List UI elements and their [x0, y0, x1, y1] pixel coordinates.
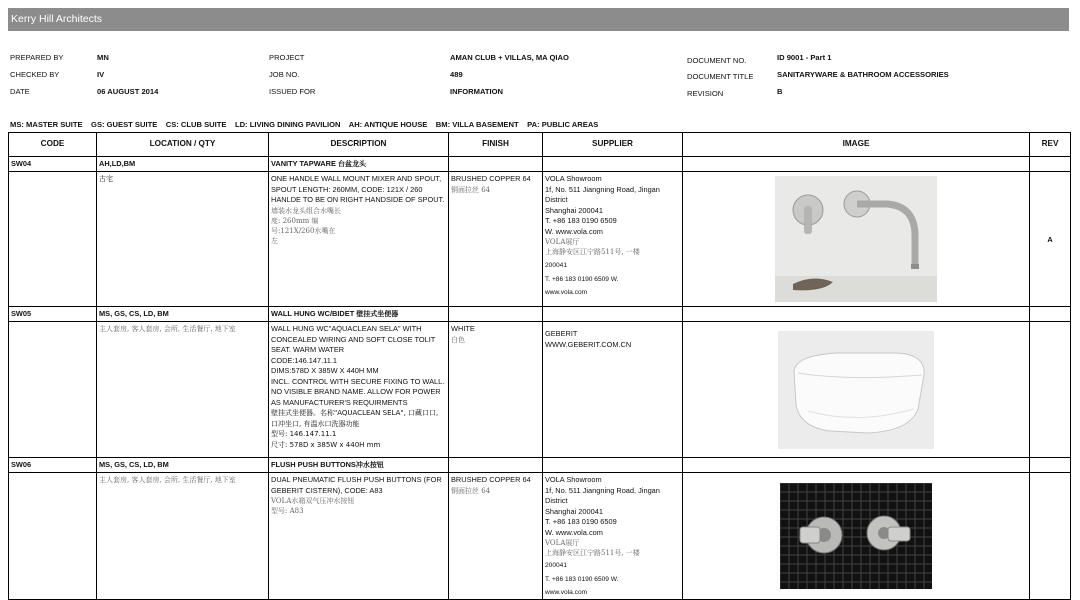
description-en: WALL HUNG WC"AQUACLEAN SELA" WITH CONCEALED WIRING AND SOFT CLOSE TOLIT SEAT. WARM WATER: [271, 324, 436, 354]
supplier-web: W. www.vola.com: [545, 226, 603, 236]
column-header-supplier: SUPPLIER: [543, 133, 683, 157]
item-title-en: FLUSH PUSH BUTTONS: [271, 460, 356, 469]
item-image: [683, 322, 1030, 458]
description-cn-dims: 尺寸: 578D x 385W x 440H mm: [271, 440, 381, 449]
column-header-image: IMAGE: [683, 133, 1030, 157]
item-title-cn: 壁挂式坐便器: [356, 310, 399, 318]
supplier-city: Shanghai 200041: [545, 506, 603, 516]
legend-item: MS: MASTER SUITE: [10, 120, 83, 129]
description-en: DUAL PNEUMATIC FLUSH PUSH BUTTONS (FOR GEBERIT CISTERN), CODE: A83: [271, 475, 442, 495]
prepared-by-label: PREPARED BY: [10, 53, 64, 62]
description-en: ONE HANDLE WALL MOUNT MIXER AND SPOUT, SPOUT LENGTH: 260MM, CODE: 121X / 260 HANLDE TO BE ON RIGHT HANDSIDE OF SPOUT.: [271, 174, 445, 204]
item-location: MS, GS, CS, LD, BM: [97, 307, 269, 322]
item-description: [269, 473, 449, 600]
job-no-label: JOB NO.: [269, 70, 300, 79]
finish-cn: 铜面拉丝 64: [451, 185, 491, 194]
prepared-by-value: MN: [97, 53, 109, 62]
table-row: [9, 322, 1071, 458]
header-bar: [8, 8, 1069, 31]
firm-name: Kerry Hill Architects: [11, 13, 103, 25]
item-code: SW05: [9, 307, 97, 322]
location-cn: 主人套房, 客人套房, 会所, 生活餐厅, 地下室: [99, 325, 236, 333]
doc-no-value: ID 9001 - Part 1: [777, 53, 832, 62]
column-header-rev: REV: [1030, 133, 1071, 157]
supplier-tel: T. +86 183 0190 6509: [545, 517, 617, 526]
item-supplier: [543, 473, 683, 600]
item-code: SW04: [9, 157, 97, 172]
supplier-cn-zip: 200041: [545, 562, 568, 569]
doc-no-label: DOCUMENT NO.: [687, 56, 747, 65]
item-image: [683, 473, 1030, 600]
table-row: [9, 458, 1071, 473]
finish-cn: 铜面拉丝 64: [451, 486, 491, 495]
finish-en: WHITE: [451, 324, 475, 333]
supplier-cn-web: www.vola.com: [545, 289, 588, 296]
item-finish: [449, 322, 543, 458]
supplier-cn-tel: T. +86 183 0190 6509 W.: [545, 575, 619, 583]
supplier-name: VOLA Showroom: [545, 174, 602, 183]
supplier-cn-web: www.vola.com: [545, 589, 588, 596]
table-row: [9, 172, 1071, 307]
finish-cn: 白色: [451, 335, 465, 344]
date-label: DATE: [10, 87, 30, 96]
supplier-cn-name: VOLA展厅: [545, 238, 580, 246]
location-cn: 古宅: [99, 175, 113, 183]
supplier-cn-address: 上海静安区江宁路511号, 一楼: [545, 248, 640, 256]
legend-item: CS: CLUB SUITE: [165, 120, 227, 129]
flush-buttons-image: [780, 483, 932, 589]
table-row: [9, 473, 1071, 600]
item-title: [269, 157, 449, 172]
item-supplier: [543, 322, 683, 458]
description-cn-code: 型号: A83: [271, 507, 304, 515]
supplier-cn-tel: T. +86 183 0190 6509 W.: [545, 275, 619, 283]
supplier-city: Shanghai 200041: [545, 205, 603, 215]
checked-by-value: IV: [97, 70, 105, 79]
area-legend: [10, 120, 598, 129]
table-row: [9, 307, 1071, 322]
item-title: [269, 458, 449, 473]
item-title-en: VANITY TAPWARE: [271, 159, 336, 168]
supplier-cn-zip: 200041: [545, 262, 568, 269]
item-description: [269, 322, 449, 458]
finish-en: BRUSHED COPPER 64: [451, 475, 531, 484]
date-value: 06 AUGUST 2014: [97, 87, 159, 96]
job-no-value: 489: [450, 70, 463, 79]
description-dims: DIMS:578D X 385W X 440H MM: [271, 366, 379, 375]
checked-by-label: CHECKED BY: [10, 70, 60, 79]
supplier-cn-address: 上海静安区江宁路511号, 一楼: [545, 549, 640, 557]
item-description: [269, 172, 449, 307]
table-header-row: [9, 133, 1071, 157]
supplier-tel: T. +86 183 0190 6509: [545, 216, 617, 225]
item-image: [683, 172, 1030, 307]
item-finish: [449, 172, 543, 307]
project-label: PROJECT: [269, 53, 305, 62]
issued-for-label: ISSUED FOR: [269, 87, 316, 96]
description-code: CODE:146.147.11.1: [271, 355, 338, 365]
description-cn: 墙装水龙头组合水嘴长度: 260mm 编号:121X/260水嘴在左: [271, 206, 341, 245]
legend-item: AH: ANTIQUE HOUSE: [348, 120, 428, 129]
item-location: MS, GS, CS, LD, BM: [97, 458, 269, 473]
legend-item: PA: PUBLIC AREAS: [527, 120, 599, 129]
schedule-table: [8, 132, 1071, 600]
item-rev: [1030, 322, 1071, 458]
supplier-cn-name: VOLA展厅: [545, 539, 580, 547]
wall-mount-tap-image: [775, 176, 937, 302]
column-header-location: LOCATION / QTY: [97, 133, 269, 157]
supplier-name: VOLA Showroom: [545, 475, 602, 484]
description-cn-code: 型号: 146.147.11.1: [271, 430, 337, 438]
location-cn: 主人套房, 客人套房, 会所, 生活餐厅, 地下室: [99, 476, 236, 484]
supplier-address: 1f, No. 511 Jiangning Road, Jingan District: [545, 184, 660, 204]
project-value: AMAN CLUB + VILLAS, MA QIAO: [450, 53, 569, 62]
column-header-description: DESCRIPTION: [269, 133, 449, 157]
supplier-web: W. www.vola.com: [545, 527, 603, 537]
item-finish: [449, 473, 543, 600]
item-supplier: [543, 172, 683, 307]
item-title-cn: 冲水按钮: [355, 461, 384, 469]
item-location-cn: [97, 172, 269, 307]
supplier-address: 1f, No. 511 Jiangning Road, Jingan District: [545, 485, 660, 505]
finish-en: BRUSHED COPPER 64: [451, 174, 531, 183]
doc-title-value: SANITARYWARE & BATHROOM ACCESSORIES: [777, 70, 949, 79]
issued-for-value: INFORMATION: [450, 87, 504, 96]
item-title-en: WALL HUNG WC/BIDET: [271, 309, 355, 318]
column-header-code: CODE: [9, 133, 97, 157]
legend-item: GS: GUEST SUITE: [91, 120, 158, 129]
supplier-web: WWW.GEBERIT.COM.CN: [545, 339, 632, 349]
legend-item: LD: LIVING DINING PAVILION: [234, 120, 341, 129]
item-title-cn: 台盆龙头: [337, 160, 366, 168]
item-rev: A: [1030, 172, 1071, 307]
item-location-cn: [97, 473, 269, 600]
description-cn: VOLA水箱双气压冲水按钮: [271, 497, 355, 505]
legend-item: BM: VILLA BASEMENT: [435, 120, 519, 129]
column-header-finish: FINISH: [449, 133, 543, 157]
item-rev: [1030, 473, 1071, 600]
item-code: SW06: [9, 458, 97, 473]
item-title: [269, 307, 449, 322]
wall-hung-toilet-image: [778, 331, 934, 449]
item-location: AH,LD,BM: [97, 157, 269, 172]
table-row: [9, 157, 1071, 172]
supplier-name: GEBERIT: [545, 329, 578, 338]
revision-label: REVISION: [687, 89, 724, 98]
item-location-cn: [97, 322, 269, 458]
description-cn: 壁挂式坐便器。名称"AQUACLEAN SELA", 口藏口口, 口冲坐口, 有温水口洗器功能: [271, 409, 439, 428]
doc-title-label: DOCUMENT TITLE: [687, 72, 754, 81]
description-notes: INCL. CONTROL WITH SECURE FIXING TO WALL. NO VISIBLE BRAND NAME. ALLOW FOR POWER AS MANUFACTURER'S REQUIRMENTS: [271, 376, 445, 407]
revision-value: B: [777, 87, 783, 96]
